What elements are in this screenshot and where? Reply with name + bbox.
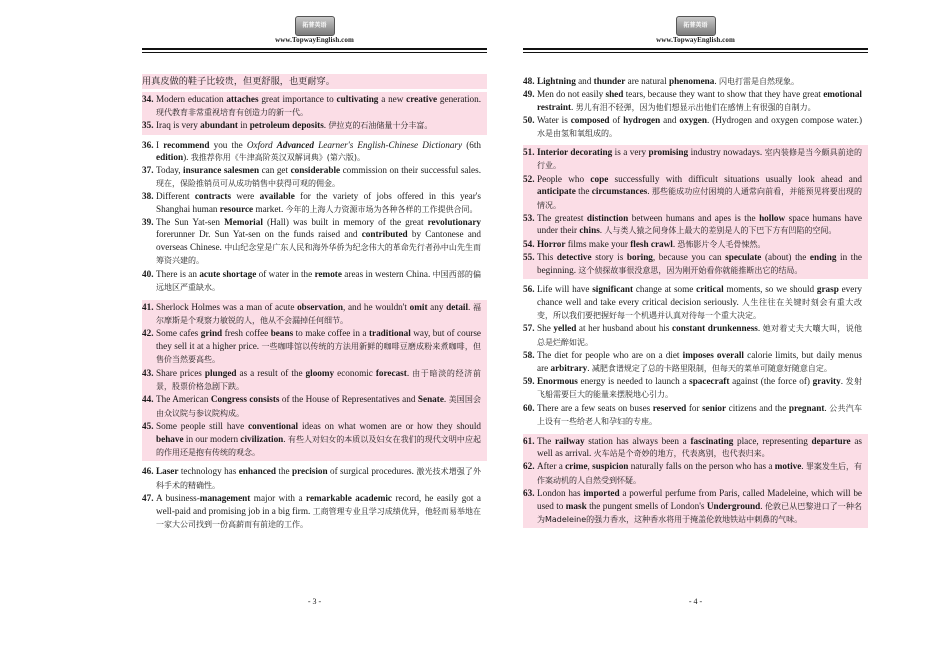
chinese-translation: 福尔摩斯是个观察力敏锐的人，他从不会漏掉任何细节。 <box>156 302 482 325</box>
sentence-item <box>523 212 862 238</box>
chinese-translation: 室内装修是当今颇具前途的行业。 <box>537 148 863 171</box>
sentence-number: 63. <box>523 488 535 499</box>
chinese-translation: 工商管理专业且学习成绩优异，他轻而易举地在一家大公司找到一份高薪而有前途的工作。 <box>156 506 482 529</box>
sentence-item <box>142 393 481 420</box>
sentence-item <box>142 164 481 190</box>
chinese-translation: 那些能成功应付困境的人通常向前看，并能预见将要出现的情况。 <box>537 187 862 210</box>
sentence-number: 61. <box>523 435 535 446</box>
sentence-number: 58. <box>523 350 535 361</box>
english-sentence: Enormous energy is needed to launch a spacecraft against (the force of) gravity. <box>537 375 846 386</box>
sentence-number: 40. <box>142 268 154 279</box>
sentence-body <box>156 268 481 295</box>
sentence-item <box>523 75 862 88</box>
english-sentence: The American Congress consists of the House of Representatives and Senate. <box>156 394 449 405</box>
sentence-body <box>537 88 862 114</box>
sentence-number: 41. <box>142 301 154 312</box>
sentence-item <box>523 114 862 140</box>
sentence-number: 60. <box>523 402 535 413</box>
sentence-number: 42. <box>142 328 154 339</box>
chinese-translation: 闪电打雷是自然现象。 <box>718 77 799 86</box>
english-sentence: People who cope successfully with difficult situations usually look ahead and anticipate the circumstances. <box>537 173 863 197</box>
highlight-block <box>142 300 487 462</box>
site-url: www.TopwayEnglish.com <box>275 36 354 44</box>
chinese-translation: 有些人对妇女的本质以及妇女在我们的现代文明中应起的作用还是抱有传统的观念。 <box>156 434 481 457</box>
sentence-body <box>537 212 862 238</box>
page-content <box>142 74 487 536</box>
highlight-block <box>142 92 487 134</box>
sentence-body <box>537 283 862 322</box>
sentence-body <box>156 119 481 132</box>
sentence-number: 46. <box>142 466 154 477</box>
sentence-item <box>142 367 481 394</box>
sentence-body <box>156 327 481 366</box>
page-header <box>142 6 487 60</box>
chinese-translation: 她对着丈夫大嚷大叫，说他总是烂醉如泥。 <box>537 324 863 347</box>
sentence-number: 49. <box>523 89 535 100</box>
chinese-translation: 人生往往在关键时刻会有重大改变，所以我们要把握好每一个机遇并认真对待每一个重大决定。 <box>537 297 862 320</box>
site-url: www.TopwayEnglish.com <box>656 36 735 44</box>
chinese-translation: 现代教育非常重视培育有创造力的新一代。 <box>156 107 308 117</box>
sentence-number: 34. <box>142 94 154 105</box>
english-sentence: Iraq is very abundant in petroleum deposits. <box>156 120 329 131</box>
sentence-number: 53. <box>523 213 535 224</box>
sentence-item <box>523 146 862 173</box>
site-logo: 拓普英语 <box>295 16 335 36</box>
chinese-translation: 中山纪念堂是广东人民和海外华侨为纪念伟大的革命先行者孙中山先生而筹资兴建的。 <box>156 242 482 266</box>
sentence-number: 54. <box>523 238 535 249</box>
sentence-item <box>142 93 481 119</box>
english-sentence: The railway station has always been a fascinating place, representing departure as well as arrival. <box>537 435 862 458</box>
english-sentence: She yelled at her husband about his constant drunkenness. <box>537 323 763 334</box>
sentence-item <box>142 327 481 366</box>
english-sentence: The greatest distinction between humans and apes is the hollow space humans have under their chins. <box>537 213 863 236</box>
header-rule <box>523 48 868 50</box>
chinese-translation: 伦敦已从巴黎进口了一种名为Madeleine的强力香水，这种香水将用于掩盖伦敦地铁站中刺鼻的气味。 <box>537 501 862 524</box>
english-sentence: Sherlock Holmes was a man of acute observation, and he wouldn't omit any detail. <box>156 301 474 312</box>
english-sentence: Life will have significant change at some critical moments, so we should grasp every chance well and take every critical decision seriously. <box>537 284 862 307</box>
sentence-item <box>523 487 862 526</box>
sentence-number: 45. <box>142 421 154 432</box>
english-sentence: The Sun Yat-sen Memorial (Hall) was built in memory of the great revolutionary forerunner Dr. Sun Yat-sen on the funds raised and contributed by Cantonese and overseas Chinese. <box>156 217 482 252</box>
sentence-number: 57. <box>523 323 535 334</box>
english-sentence: Men do not easily shed tears, because they want to show that they have great emotional restraint. <box>537 89 862 112</box>
english-sentence: I recommend you the Oxford Advanced Learner's English-Chinese Dictionary (6th edition). <box>156 139 482 163</box>
english-sentence: Some people still have conventional ideas on what women are or how they should behave in our modern civilization. <box>156 421 482 444</box>
sentence-item <box>523 88 862 114</box>
sentence-number: 47. <box>142 493 154 504</box>
sentence-item <box>523 251 862 277</box>
highlight-block <box>523 145 868 279</box>
sentence-item <box>142 139 481 165</box>
sentence-body <box>537 402 862 429</box>
sentence-body <box>156 492 481 531</box>
english-sentence: After a crime, suspicion naturally falls on the person who has a motive. <box>537 461 806 472</box>
sentence-body <box>537 251 862 277</box>
sentence-item <box>523 402 862 429</box>
sentence-block <box>523 282 868 430</box>
sentence-item <box>523 435 862 461</box>
sentence-body <box>156 420 481 459</box>
chinese-translation: 公共汽车上设有一些给老人和孕妇的专座。 <box>537 403 862 427</box>
chinese-translation: 激光技术增强了外科手术的精确性。 <box>156 467 482 490</box>
sentence-item <box>523 173 862 212</box>
sentence-number: 36. <box>142 139 154 150</box>
sentence-body <box>537 460 862 487</box>
sentence-item <box>142 268 481 295</box>
sentence-item <box>523 238 862 251</box>
sentence-number: 43. <box>142 367 154 378</box>
english-sentence: Laser technology has enhanced the precision of surgical procedures. <box>156 466 417 477</box>
sentence-number: 59. <box>523 375 535 386</box>
chinese-translation: 发射飞船需要巨大的能量来摆脱地心引力。 <box>537 376 862 400</box>
sentence-body <box>156 164 481 190</box>
sentence-item <box>142 465 481 492</box>
page-header <box>523 6 868 60</box>
sentence-number: 44. <box>142 394 154 405</box>
chinese-translation: 这个侦探故事很没意思，因为刚开始看你就能推断出它的结局。 <box>578 265 803 275</box>
english-sentence: Lightning and thunder are natural phenomena. <box>537 76 719 86</box>
chinese-translation: 伊拉克的石油储量十分丰富。 <box>328 121 433 131</box>
sentence-body <box>537 487 862 526</box>
sentence-number: 50. <box>523 115 535 126</box>
english-sentence: Today, insurance salesmen can get considerable commission on their successful sales. <box>156 165 481 176</box>
sentence-item <box>142 190 481 216</box>
sentence-block <box>142 464 487 533</box>
sentence-number: 51. <box>523 147 535 158</box>
page-number: - 4 - <box>688 597 703 606</box>
sentence-number: 55. <box>523 252 535 263</box>
chinese-translation: 现在，保险推销员可从成功销售中获得可观的佣金。 <box>156 178 340 188</box>
english-sentence: London has imported a powerful perfume from Paris, called Madeleine, which will be used to mask the pungent smells of London's Underground. <box>537 488 863 511</box>
sentence-body <box>537 114 862 140</box>
page-left <box>142 0 487 672</box>
sentence-item <box>523 283 862 322</box>
page-content <box>523 74 868 531</box>
chinese-translation: 一些咖啡馆以传统的方法用新鲜的咖啡豆磨成粉来煮咖啡，但售价当然要高些。 <box>156 341 481 365</box>
sentence-body <box>537 349 862 375</box>
chinese-translation: 我推荐你用《牛津高阶英汉双解词典》(第六版)。 <box>190 153 365 163</box>
sentence-body <box>156 190 481 216</box>
sentence-body <box>537 146 862 173</box>
sentence-item <box>142 119 481 132</box>
chinese-translation: 罪案发生后，有作案动机的人自然受到怀疑。 <box>537 462 862 485</box>
chinese-translation: 水是由氢和氧组成的。 <box>537 128 617 138</box>
page-number: - 3 - <box>307 597 322 606</box>
sentence-block <box>523 74 868 142</box>
sentence-item <box>142 216 481 268</box>
english-sentence: The diet for people who are on a diet imposes overall calorie limits, but daily menus are arbitrary. <box>537 350 863 373</box>
english-sentence: There is an acute shortage of water in the remote areas in western China. <box>156 268 433 279</box>
sentence-block <box>142 138 487 297</box>
sentence-number: 52. <box>523 173 535 184</box>
sentence-number: 37. <box>142 165 154 176</box>
sentence-body <box>156 465 481 492</box>
sentence-body <box>156 93 481 119</box>
continuation-block <box>142 74 487 89</box>
sentence-body <box>537 75 862 88</box>
sentence-body <box>537 173 862 212</box>
site-logo: 拓普英语 <box>676 16 716 36</box>
chinese-translation: 男儿有泪不轻弹，因为他们想显示出他们在感情上有很强的自制力。 <box>575 102 816 112</box>
sentence-number: 56. <box>523 284 535 295</box>
chinese-translation: 人与类人猿之间身体上最大的差别是人的下巴下方有凹陷的空间。 <box>604 226 837 236</box>
english-sentence: This detective story is boring, because you can speculate (about) the ending in the beginning. <box>537 252 862 275</box>
chinese-translation: 火车站是个奇妙的地方，代表离别，也代表归来。 <box>593 448 770 458</box>
english-sentence: Different contracts were available for the variety of jobs offered in this year's Shanghai human resource market. <box>156 191 481 214</box>
english-sentence: Horror films make your flesh crawl. <box>537 238 678 249</box>
sentence-body <box>537 375 862 402</box>
sentence-item <box>523 460 862 487</box>
sentence-body <box>537 435 862 461</box>
sentence-body <box>537 238 862 251</box>
english-sentence: There are a few seats on buses reserved for senior citizens and the pregnant. <box>537 402 830 413</box>
english-sentence: Share prices plunged as a result of the gloomy economic forecast. <box>156 367 413 378</box>
sentence-item <box>142 492 481 531</box>
sentence-body <box>156 301 481 328</box>
chinese-translation: 减肥食谱规定了总的卡路里限制，但每天的菜单可随意好随意自定。 <box>591 363 832 373</box>
chinese-translation: 今年的上海人力资源市场为各种各样的工作提供合同。 <box>285 204 478 214</box>
sentence-item <box>523 349 862 375</box>
sentence-body <box>156 393 481 420</box>
english-sentence: Some cafes grind fresh coffee beans to make coffee in a traditional way, but of course they sell it at a higher price. <box>156 328 481 351</box>
chinese-translation: 由于暗淡的经济前景，股票价格急剧下跌。 <box>156 368 482 391</box>
sentence-number: 48. <box>523 76 535 86</box>
sentence-item <box>523 375 862 402</box>
sentence-number: 35. <box>142 120 154 131</box>
sentence-body <box>156 139 481 165</box>
sentence-item <box>142 301 481 328</box>
continuation-text: 用真皮做的鞋子比较贵，但更舒服，也更耐穿。 <box>142 76 335 86</box>
sentence-item <box>142 420 481 459</box>
page-right <box>523 0 868 672</box>
highlight-block <box>523 434 868 529</box>
header-rule <box>142 48 487 50</box>
english-sentence: Modern education attaches great importance to cultivating a new creative generation. <box>156 94 481 105</box>
sentence-body <box>537 322 862 349</box>
english-sentence: A business-management major with a remarkable academic record, he easily got a well-paid and promising job in a big firm. <box>156 493 482 516</box>
sentence-body <box>156 367 481 394</box>
chinese-translation: 美国国会由众议院与参议院构成。 <box>156 395 481 418</box>
sentence-number: 39. <box>142 217 154 228</box>
sentence-number: 38. <box>142 191 154 202</box>
sentence-item <box>523 322 862 349</box>
sentence-body <box>156 216 481 268</box>
chinese-translation: 恐怖影片令人毛骨悚然。 <box>677 239 766 249</box>
english-sentence: Water is composed of hydrogen and oxygen. (Hydrogen and oxygen compose water.) <box>537 115 863 126</box>
chinese-translation: 中国西部的偏远地区严重缺水。 <box>156 269 481 293</box>
sentence-number: 62. <box>523 461 535 472</box>
english-sentence: Interior decorating is a very promising industry nowadays. <box>537 147 765 158</box>
